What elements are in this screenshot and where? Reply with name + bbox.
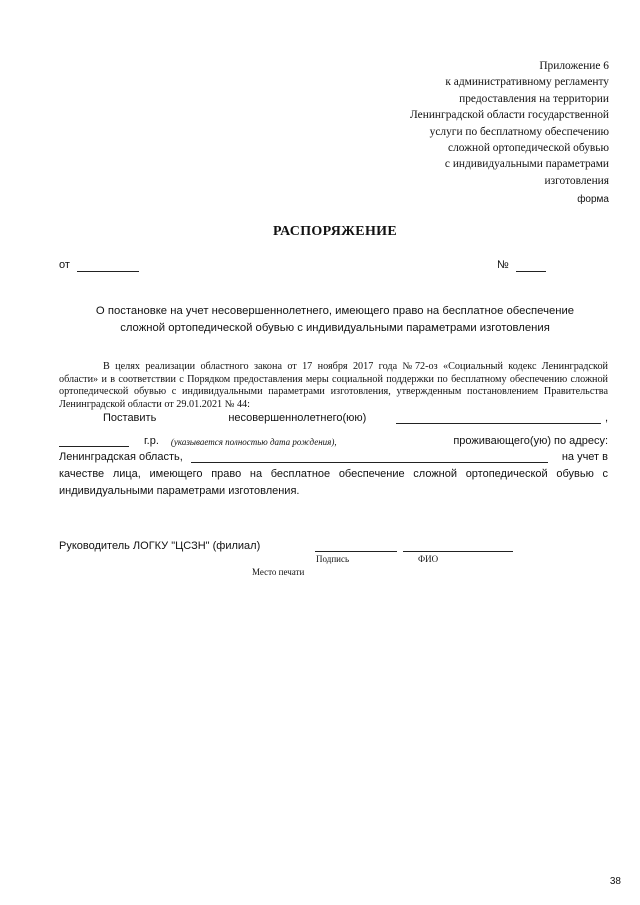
number-row <box>497 259 546 272</box>
body-paragraph <box>59 361 608 411</box>
signature-caption: Подпись <box>316 554 350 564</box>
number-label: № <box>497 259 509 271</box>
page-number: 38 <box>609 876 621 887</box>
signer-title: Руководитель ЛОГКУ "ЦСЗН" (филиал) <box>59 540 261 552</box>
put-label: Поставить <box>103 412 157 424</box>
annex-line: к административному регламенту <box>445 76 609 89</box>
birth-year-label: г.р. <box>144 435 159 447</box>
birth-date-line <box>59 434 608 447</box>
subject-line: О постановке на учет несовершеннолетнего, имеющего право на бесплатное обеспечение <box>95 305 575 317</box>
name-blank <box>396 414 601 424</box>
document-title: РАСПОРЯЖЕНИЕ <box>273 224 397 239</box>
date-row <box>59 259 139 272</box>
body-text: В целях реализации областного закона от 17 ноября 2017 года №72-оз «Социальный кодекс Ленинградской области» и в соответствии с Порядком предоставления меры социальной поддержки по бесплатному обеспечению сложной ортопедической обувью с индивидуальными параметрами изготовления, утвержденным постановлением Правительства Ленинградской области от 29.01.2021 № 44: <box>59 361 608 410</box>
number-blank <box>516 259 546 272</box>
body-tail: качестве лица, имеющего право на бесплатное обеспечение сложной ортопедической обувью с индивидуальными параметрами изготовления. <box>59 468 608 497</box>
stamp-caption: Место печати <box>252 567 305 577</box>
on-account-label: на учет в <box>561 451 608 463</box>
date-blank <box>77 259 139 272</box>
annex-line: изготовления <box>544 174 609 187</box>
name-caption: ФИО <box>418 554 439 564</box>
address-blank <box>191 453 548 463</box>
minor-label: несовершеннолетнего(юю) <box>228 412 367 424</box>
annex-line: услуги по бесплатному обеспечению <box>429 125 609 138</box>
annex-line: Ленинградской области государственной <box>410 109 609 122</box>
annex-line: предоставления на территории <box>459 92 609 105</box>
annex-line: с индивидуальными параметрами <box>444 158 609 171</box>
name-line <box>403 550 513 552</box>
annex-header <box>410 58 609 189</box>
annex-line: Приложение 6 <box>539 60 609 72</box>
region-label: Ленинградская область, <box>59 451 183 463</box>
subject-line: сложной ортопедической обувью с индивидуальными параметрами изготовления <box>120 322 550 334</box>
signature-line <box>315 550 397 552</box>
form-label: форма <box>577 194 609 205</box>
date-label: от <box>59 259 70 271</box>
birth-date-hint: (указывается полностью дата рождения), <box>170 437 337 447</box>
order-subject <box>70 303 600 337</box>
residing-label: проживающего(ую) по адресу: <box>453 435 608 447</box>
put-on-account-line <box>59 412 608 424</box>
address-line <box>59 451 608 463</box>
birth-year-blank <box>59 434 129 447</box>
comma: , <box>604 412 608 424</box>
annex-line: сложной ортопедической обувью <box>448 142 609 155</box>
